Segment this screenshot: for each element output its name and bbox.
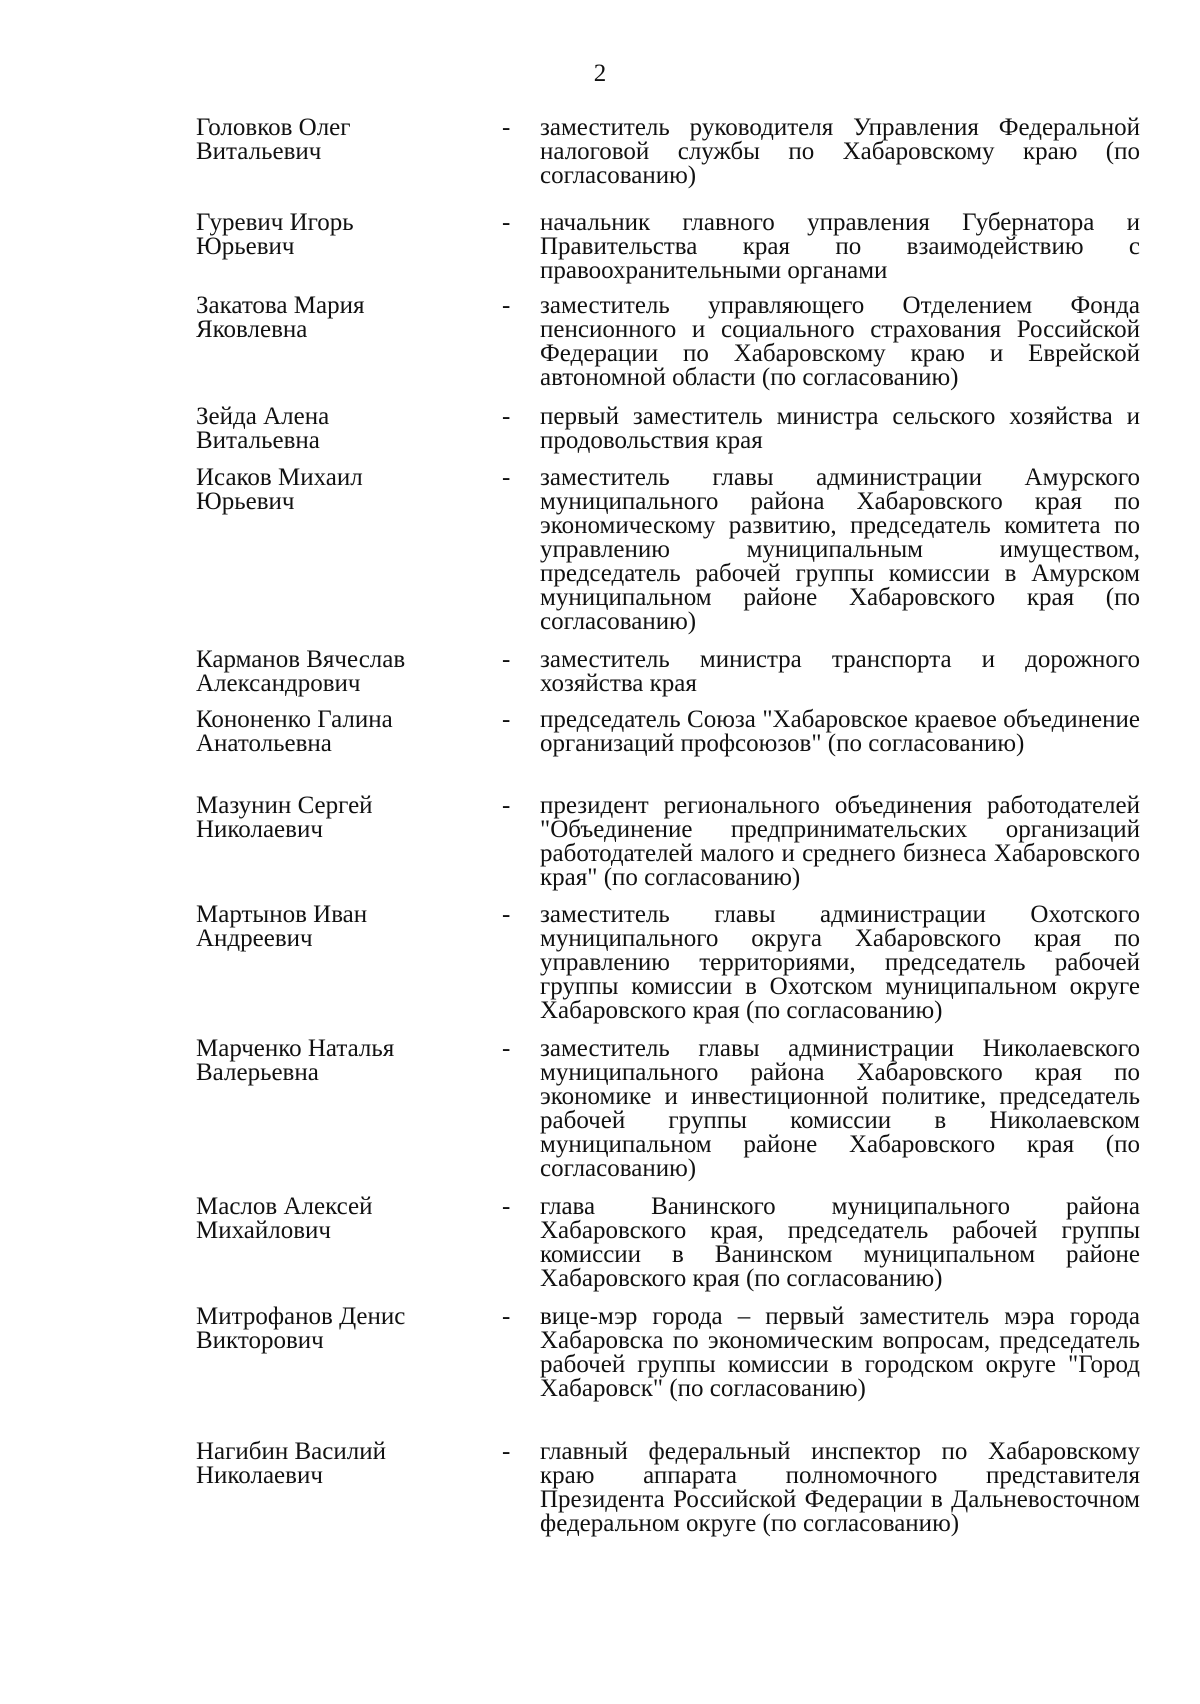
member-name: Нагибин Василий Николаевич bbox=[196, 1438, 386, 1489]
member-name: Карманов Вячеслав Александрович bbox=[196, 646, 406, 697]
member-dash: - bbox=[502, 706, 511, 733]
member-name: Маслов Алексей Михайлович bbox=[196, 1193, 373, 1244]
member-row bbox=[196, 648, 1146, 696]
member-dash: - bbox=[502, 1303, 511, 1330]
member-position: председатель Союза "Хабаровское краевое объединение организаций профсоюзов" (по согласованию) bbox=[540, 706, 1140, 757]
member-dash: - bbox=[502, 646, 511, 673]
member-name: Гуревич Игорь Юрьевич bbox=[196, 209, 354, 260]
member-position: заместитель главы администрации Охотского муниципального округа Хабаровского края по управлению территориями, председатель рабочей группы комиссии в Охотском муниципальном округе Хабаровского края (по согласованию) bbox=[540, 901, 1140, 1024]
member-position: заместитель главы администрации Николаевского муниципального района Хабаровского края по экономике и инвестиционной политике, председатель рабочей группы комиссии в Николаевском муниципальном районе Хабаровского края (по согласованию) bbox=[540, 1035, 1140, 1182]
member-dash: - bbox=[502, 403, 511, 430]
member-name: Закатова Мария Яковлевна bbox=[196, 292, 365, 343]
member-name: Марченко Наталья Валерьевна bbox=[196, 1035, 395, 1086]
member-position: заместитель руководителя Управления Федеральной налоговой службы по Хабаровскому краю (по согласованию) bbox=[540, 114, 1140, 189]
member-position: вице-мэр города – первый заместитель мэра города Хабаровска по экономическим вопросам, председатель рабочей группы комиссии в городском округе "Город Хабаровск" (по согласованию) bbox=[540, 1303, 1140, 1402]
member-row bbox=[196, 405, 1146, 453]
member-position: президент регионального объединения работодателей "Объединение предпринимательских организаций работодателей малого и среднего бизнеса Хабаровского края" (по согласованию) bbox=[540, 792, 1140, 891]
member-name: Митрофанов Денис Викторович bbox=[196, 1303, 406, 1354]
member-position: заместитель главы администрации Амурского муниципального района Хабаровского края по экономическому развитию, председатель комитета по управлению муниципальным имуществом, председатель рабочей группы комиссии в Амурском муниципальном районе Хабаровского края (по согласованию) bbox=[540, 464, 1140, 635]
page-number: 2 bbox=[593, 60, 607, 87]
member-row bbox=[196, 116, 1146, 188]
member-dash: - bbox=[502, 792, 511, 819]
member-row bbox=[196, 903, 1146, 1023]
member-dash: - bbox=[502, 209, 511, 236]
member-position: начальник главного управления Губернатора и Правительства края по взаимодействию с правоохранительными органами bbox=[540, 209, 1140, 284]
member-row bbox=[196, 211, 1146, 283]
member-position: заместитель управляющего Отделением Фонда пенсионного и социального страхования Российской Федерации по Хабаровскому краю и Еврейской автономной области (по согласованию) bbox=[540, 292, 1140, 391]
member-row bbox=[196, 1305, 1146, 1401]
member-row bbox=[196, 1037, 1146, 1181]
member-dash: - bbox=[502, 901, 511, 928]
member-name: Мартынов Иван Андреевич bbox=[196, 901, 368, 952]
member-row bbox=[196, 794, 1146, 890]
member-dash: - bbox=[502, 1193, 511, 1220]
member-name: Головков Олег Витальевич bbox=[196, 114, 351, 165]
member-position: главный федеральный инспектор по Хабаровскому краю аппарата полномочного представителя Президента Российской Федерации в Дальневосточном федеральном округе (по согласованию) bbox=[540, 1438, 1140, 1537]
member-name: Мазунин Сергей Николаевич bbox=[196, 792, 373, 843]
member-dash: - bbox=[502, 1438, 511, 1465]
member-name: Кононенко Галина Анатольевна bbox=[196, 706, 393, 757]
member-dash: - bbox=[502, 1035, 511, 1062]
member-row bbox=[196, 708, 1146, 756]
member-row bbox=[196, 1440, 1146, 1536]
member-name: Зейда Алена Витальевна bbox=[196, 403, 330, 454]
member-position: глава Ванинского муниципального района Хабаровского края, председатель рабочей группы комиссии в Ванинском муниципальном районе Хабаровского края (по согласованию) bbox=[540, 1193, 1140, 1292]
member-row bbox=[196, 294, 1146, 390]
member-name: Исаков Михаил Юрьевич bbox=[196, 464, 363, 515]
member-position: первый заместитель министра сельского хозяйства и продовольствия края bbox=[540, 403, 1140, 454]
member-dash: - bbox=[502, 114, 511, 141]
member-row bbox=[196, 466, 1146, 634]
member-row bbox=[196, 1195, 1146, 1291]
member-dash: - bbox=[502, 464, 511, 491]
member-position: заместитель министра транспорта и дорожного хозяйства края bbox=[540, 646, 1140, 697]
member-dash: - bbox=[502, 292, 511, 319]
